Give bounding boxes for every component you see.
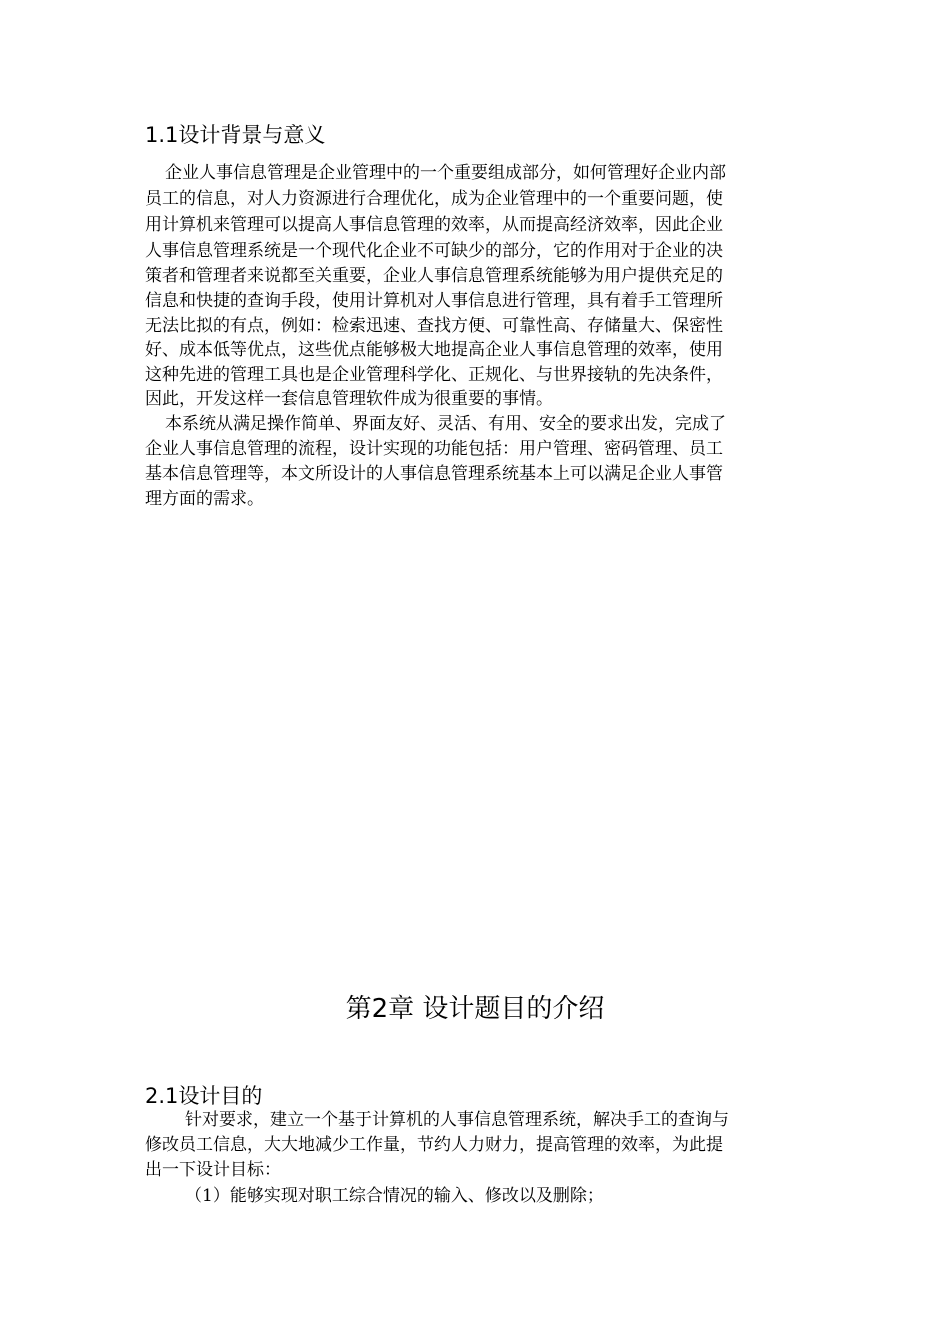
- text-line: 修改员工信息，大大地减少工作量，节约人力财力，提高管理的效率，为此提: [145, 1135, 723, 1155]
- text-line: 无法比拟的有点，例如：检索迅速、查找方便、可靠性高、存储量大、保密性: [145, 316, 723, 336]
- text-line: 出一下设计目标：: [145, 1160, 281, 1180]
- text-line: 信息和快捷的查询手段，使用计算机对人事信息进行管理，具有着手工管理所: [145, 291, 723, 311]
- text-line: 基本信息管理等，本文所设计的人事信息管理系统基本上可以满足企业人事管: [145, 464, 723, 484]
- text-line: 理方面的需求。: [145, 489, 264, 509]
- text-line: 策者和管理者来说都至关重要，企业人事信息管理系统能够为用户提供充足的: [145, 266, 723, 286]
- text-line: 人事信息管理系统是一个现代化企业不可缺少的部分，它的作用对于企业的决: [145, 241, 723, 261]
- text-line: 员工的信息，对人力资源进行合理优化，成为企业管理中的一个重要问题，使: [145, 189, 723, 209]
- text-line: 本系统从满足操作简单、界面友好、灵活、有用、安全的要求出发，完成了: [165, 414, 726, 434]
- text-line: 企业人事信息管理的流程，设计实现的功能包括：用户管理、密码管理、员工: [145, 439, 723, 459]
- text-line: 这种先进的管理工具也是企业管理科学化、正规化、与世界接轨的先决条件，: [145, 365, 723, 385]
- text-line: 针对要求，建立一个基于计算机的人事信息管理系统，解决手工的查询与: [185, 1110, 729, 1130]
- text-line: 好、成本低等优点，这些优点能够极大地提高企业人事信息管理的效率，使用: [145, 340, 723, 360]
- text-line: 因此，开发这样一套信息管理软件成为很重要的事情。: [145, 389, 553, 409]
- section-heading-2-1: 2.1设计目的: [145, 1084, 263, 1108]
- list-item: （1）能够实现对职工综合情况的输入、修改以及删除；: [185, 1186, 604, 1206]
- text-line: 企业人事信息管理是企业管理中的一个重要组成部分，如何管理好企业内部: [165, 163, 726, 183]
- text-line: 用计算机来管理可以提高人事信息管理的效率，从而提高经济效率，因此企业: [145, 215, 723, 235]
- section-heading-1-1: 1.1设计背景与意义: [145, 123, 326, 147]
- chapter-title: 第2章 设计题目的介绍: [345, 994, 605, 1024]
